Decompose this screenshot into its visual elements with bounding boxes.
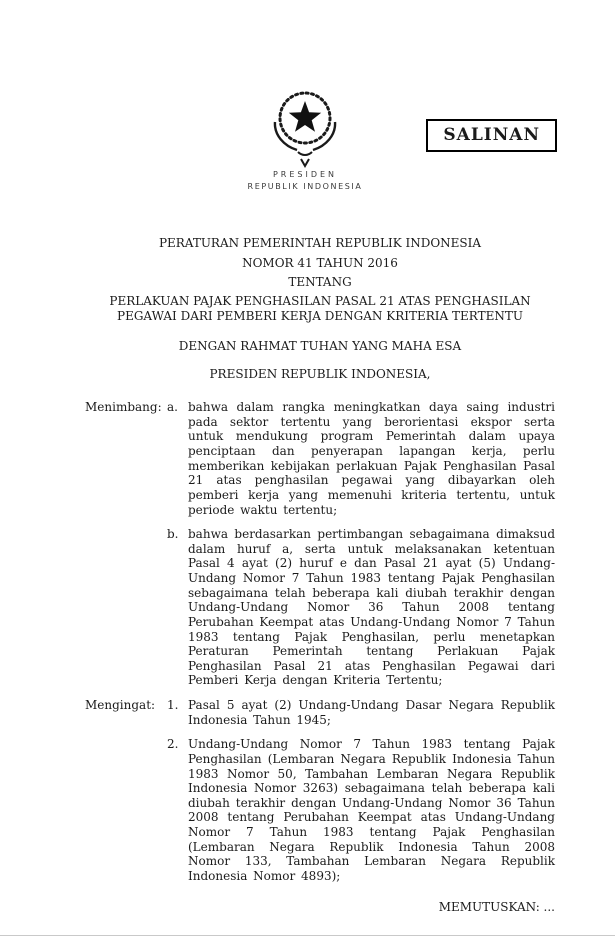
salinan-stamp (426, 119, 557, 152)
authority-line: PRESIDEN REPUBLIK INDONESIA, (209, 366, 431, 381)
memutuskan-line: MEMUTUSKAN: ... (438, 900, 555, 914)
menimbang-items (167, 400, 555, 688)
section-menimbang (85, 400, 555, 688)
section-label-colon: : (151, 698, 156, 712)
regulation-subject: PERLAKUAN PAJAK PENGHASILAN PASAL 21 ATAS PENGHASILAN PEGAWAI DARI PEMBERI KERJA DENGAN KRITERIA TERTENTU (109, 293, 531, 323)
mengingat-items (167, 698, 555, 884)
tentang-label: TENTANG (288, 275, 352, 290)
invocation-line: DENGAN RAHMAT TUHAN YANG MAHA ESA (178, 338, 462, 353)
list-item (167, 400, 555, 517)
item-text: bahwa dalam rangka meningkatkan daya saing industri pada sektor tertentu yang berorientasi ekspor serta untuk mendukung program Pemerintah dalam upaya penciptaan dan penyerapan lapangan kerja, perlu memberikan kebijakan perlakuan Pajak Penghasilan Pasal 21 atas penghasilan pegawai yang dibayarkan oleh pemberi kerja yang memenuhi kriteria tertentu, untuk periode waktu tertentu; (188, 400, 555, 517)
regulation-title: PERATURAN PEMERINTAH REPUBLIK INDONESIA (158, 236, 482, 250)
section-label-colon: : (157, 400, 162, 415)
list-item (167, 698, 555, 727)
item-marker: a. (167, 400, 178, 415)
agency-name (248, 169, 363, 192)
agency-line-republik: REPUBLIK INDONESIA (247, 181, 363, 191)
item-marker: 2. (167, 737, 179, 752)
title-block (85, 236, 555, 381)
item-text: Pasal 5 ayat (2) Undang-Undang Dasar Negara Republik Indonesia Tahun 1945; (188, 698, 555, 727)
salinan-stamp-label: SALINAN (443, 125, 540, 145)
section-label-menimbang (85, 400, 162, 688)
section-label-mengingat (85, 698, 156, 884)
section-label-text: Mengingat (85, 698, 152, 712)
document-body (85, 236, 555, 894)
agency-line-presiden: PRESIDEN (272, 170, 338, 179)
item-marker: b. (167, 527, 179, 542)
list-item (167, 527, 555, 688)
item-marker: 1. (167, 698, 179, 712)
list-item (167, 737, 555, 883)
item-text: bahwa berdasarkan pertimbangan sebagaimana dimaksud dalam huruf a, serta untuk melaksanakan ketentuan Pasal 4 ayat (2) huruf e dan Pasal 21 ayat (5) Undang-Undang Nomor 7 Tahun 1983 tentang Pajak Penghasilan sebagaimana telah beberapa kali diubah terakhir dengan Undang-Undang Nomor 36 Tahun 2008 tentang Perubahan Keempat atas Undang-Undang Nomor 7 Tahun 1983 tentang Pajak Penghasilan, perlu menetapkan Peraturan Pemerintah tentang Perlakuan Pajak Penghasilan Pasal 21 atas Penghasilan Pegawai dari Pemberi Kerja dengan Kriteria Tertentu; (188, 527, 555, 688)
page-edge-line (0, 935, 615, 936)
section-label-text: Menimbang (85, 400, 158, 415)
regulation-number: NOMOR 41 TAHUN 2016 (242, 255, 398, 270)
item-text: Undang-Undang Nomor 7 Tahun 1983 tentang Pajak Penghasilan (Lembaran Negara Republik Indonesia Tahun 1983 Nomor 50, Tambahan Lembaran Negara Republik Indonesia Nomor 3263) sebagaimana telah beberapa kali diubah terakhir dengan Undang-Undang Nomor 36 Tahun 2008 tentang Perubahan Keempat atas Undang-Undang Nomor 7 Tahun 1983 tentang Pajak Penghasilan (Lembaran Negara Republik Indonesia Tahun 2008 Nomor 133, Tambahan Lembaran Negara Republik Indonesia Nomor 4893); (188, 737, 555, 883)
section-mengingat (85, 698, 555, 884)
presidential-seal-icon (261, 82, 349, 174)
